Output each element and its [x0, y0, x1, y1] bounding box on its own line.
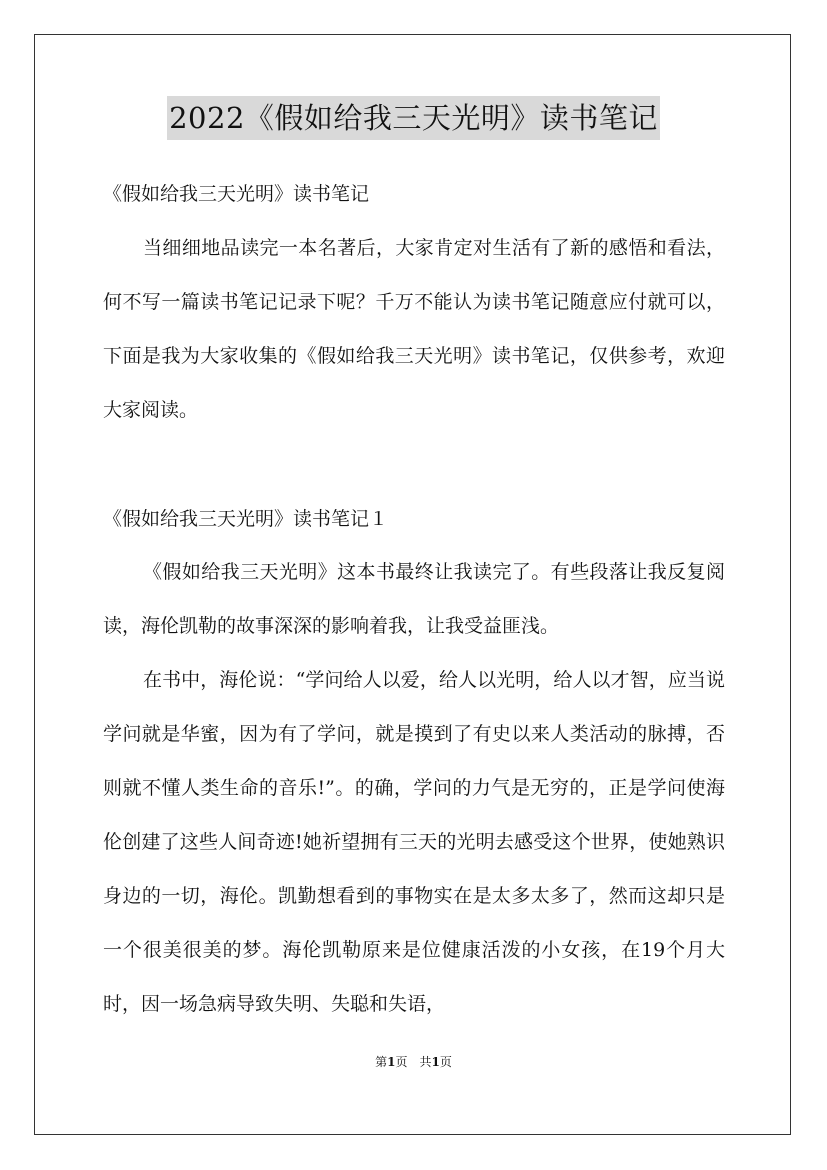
document-title: 2022《假如给我三天光明》读书笔记	[167, 96, 660, 140]
section1-paragraph-2: 在书中，海伦说：“学问给人以爱，给人以光明，给人以才智，应当说学问就是华蜜，因为有了学问，就是摸到了有史以来人类活动的脉搏，否则就不懂人类生命的音乐!”。的确，学问的力气是无穷的，正是学问使海伦创建了这些人间奇迹!她祈望拥有三天的光明去感受这个世界，使她熟识身边的一切，海伦。凯勤想看到的事物实在是太多太多了，然而这却只是一个很美很美的梦。海伦凯勒原来是位健康活泼的小女孩，在19个月大时，因一场急病导致失明、失聪和失语，	[103, 669, 725, 1015]
footer-page-suffix: 页	[439, 1055, 452, 1069]
intro-paragraph: 当细细地品读完一本名著后，大家肯定对生活有了新的感悟和看法，何不写一篇读书笔记记录下呢？千万不能认为读书笔记随意应付就可以，下面是我为大家收集的《假如给我三天光明》读书笔记，仅供参考，欢迎大家阅读。	[103, 237, 725, 421]
footer-page-current: 1	[387, 1055, 396, 1069]
footer-page-total: 1	[431, 1055, 440, 1069]
section1-paragraph-1: 《假如给我三天光明》这本书最终让我读完了。有些段落让我反复阅读，海伦凯勒的故事深深的影响着我，让我受益匪浅。	[103, 561, 725, 637]
footer-page-mid: 页 共	[395, 1055, 432, 1069]
footer-page-prefix: 第	[375, 1055, 388, 1069]
title-container	[0, 96, 827, 140]
page-footer	[0, 1054, 827, 1070]
intro-heading: 《假如给我三天光明》读书笔记	[103, 183, 370, 205]
section1-heading: 《假如给我三天光明》读书笔记１	[103, 508, 389, 530]
